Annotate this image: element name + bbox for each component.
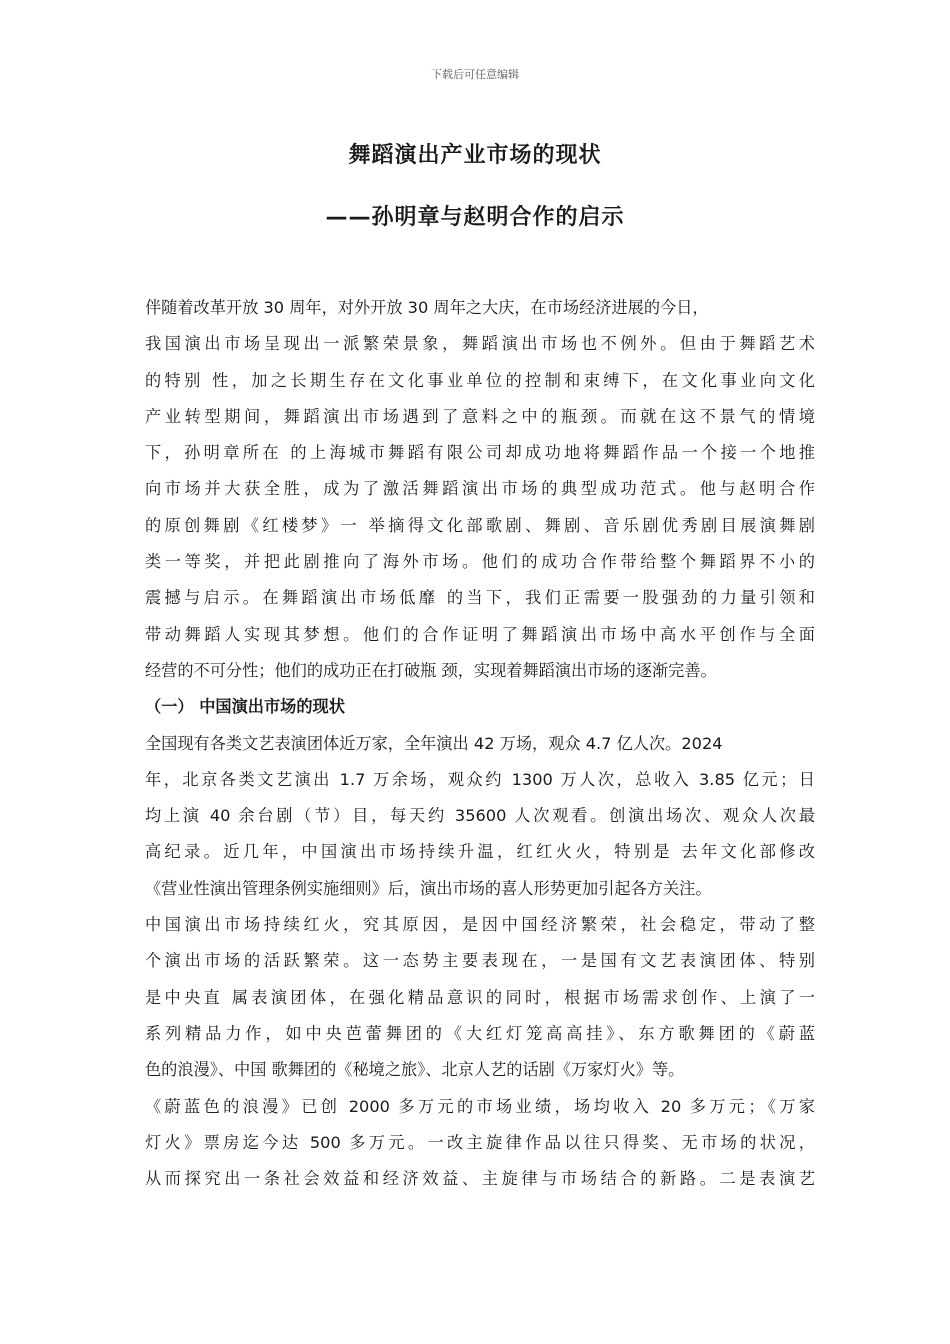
- paragraph-line: 向市场并大获全胜，成为了激活舞蹈演出市场的典型成功范式。他与赵明合作: [145, 479, 815, 499]
- document-body: [145, 290, 815, 1197]
- paragraph-line: 的原创舞剧《红楼梦》一 举摘得文化部歌剧、舞剧、音乐剧优秀剧目展演舞剧: [145, 515, 815, 535]
- paragraph-line: 带动舞蹈人实现其梦想。他们的合作证明了舞蹈演出市场中高水平创作与全面: [145, 624, 815, 644]
- paragraph-line: 是中央直 属表演团体，在强化精品意识的同时，根据市场需求创作、上演了一: [145, 987, 815, 1007]
- paragraph-line: 的特别 性，加之长期生存在文化事业单位的控制和束缚下，在文化事业向文化: [145, 370, 815, 390]
- paragraph-line: 我国演出市场呈现出一派繁荣景象，舞蹈演出市场也不例外。但由于舞蹈艺术: [145, 334, 815, 354]
- paragraph-line: 类一等奖，并把此剧推向了海外市场。他们的成功合作带给整个舞蹈界不小的: [145, 552, 815, 572]
- paragraph-line: 全国现有各类文艺表演团体近万家，全年演出 42 万场，观众 4.7 亿人次。2024: [145, 733, 723, 753]
- paragraph-line: 高纪录。近几年，中国演出市场持续升温，红红火火，特别是 去年文化部修改: [145, 842, 815, 862]
- paragraph-line: 均上演 40 余台剧（节）目，每天约 35600 人次观看。创演出场次、观众人次最: [145, 806, 815, 826]
- document-title: 舞蹈演出产业市场的现状: [348, 143, 602, 168]
- paragraph-line: 系列精品力作，如中央芭蕾舞团的《大红灯笼高高挂》、东方歌舞团的《蔚蓝: [145, 1023, 815, 1043]
- section-heading: （一） 中国演出市场的现状: [145, 697, 345, 717]
- paragraph-line: 色的浪漫》、中国 歌舞团的《秘境之旅》、北京人艺的话剧《万家灯火》等。: [145, 1060, 685, 1080]
- paragraph-line: 下，孙明章所在 的上海城市舞蹈有限公司却成功地将舞蹈作品一个接一个地推: [145, 443, 815, 463]
- paragraph-line: 年，北京各类文艺演出 1.7 万余场，观众约 1300 万人次，总收入 3.85 亿元；日: [145, 769, 815, 789]
- paragraph-line: 经营的不可分性；他们的成功正在打破瓶 颈，实现着舞蹈演出市场的逐渐完善。: [145, 660, 717, 680]
- paragraph-line: 《蔚蓝色的浪漫》已创 2000 多万元的市场业绩，场均收入 20 多万元；《万家: [145, 1096, 815, 1116]
- paragraph-line: 震撼与启示。在舞蹈演出市场低靡 的当下，我们正需要一股强劲的力量引领和: [145, 588, 815, 608]
- paragraph-line: 从而探究出一条社会效益和经济效益、主旋律与市场结合的新路。二是表演艺: [145, 1169, 815, 1189]
- page-header: 下载后可任意编辑: [431, 68, 519, 81]
- paragraph-line: 产业转型期间，舞蹈演出市场遇到了意料之中的瓶颈。而就在这不景气的情境: [145, 406, 815, 426]
- paragraph-line: 个演出市场的活跃繁荣。这一态势主要表现在，一是国有文艺表演团体、特别: [145, 951, 815, 971]
- paragraph-line: 《营业性演出管理条例实施细则》后，演出市场的喜人形势更加引起各方关注。: [145, 878, 712, 898]
- document-subtitle: ——孙明章与赵明合作的启示: [325, 205, 625, 230]
- paragraph-line: 灯火》票房迄今达 500 多万元。一改主旋律作品以往只得奖、无市场的状况，: [145, 1132, 815, 1152]
- paragraph-line: 伴随着改革开放 30 周年，对外开放 30 周年之大庆，在市场经济进展的今日，: [145, 298, 709, 317]
- paragraph-line: 中国演出市场持续红火，究其原因，是因中国经济繁荣，社会稳定，带动了整: [145, 915, 815, 935]
